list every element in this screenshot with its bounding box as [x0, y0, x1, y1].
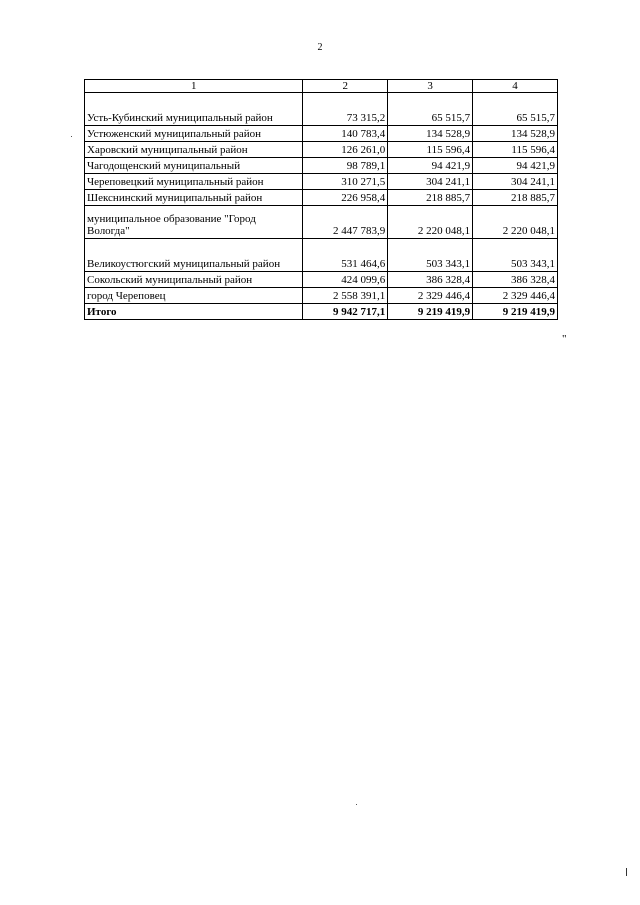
table-row: [85, 142, 558, 158]
table-row: [85, 272, 558, 288]
closing-quote-mark: ": [562, 333, 567, 345]
table-row: [85, 174, 558, 190]
row-value-col2: 310 271,5: [303, 174, 388, 190]
row-value-col2: 98 789,1: [303, 158, 388, 174]
table-row: [85, 239, 558, 272]
row-name: город Череповец: [85, 288, 303, 304]
header-col-3: 3: [388, 80, 473, 93]
row-value-col2: 2 447 783,9: [303, 206, 388, 239]
scan-speck: [356, 804, 357, 805]
row-name: Устюженский муниципальный район: [85, 126, 303, 142]
row-value-col3: 218 885,7: [388, 190, 473, 206]
row-value-col3: 94 421,9: [388, 158, 473, 174]
row-value-col4: 304 241,1: [473, 174, 558, 190]
scan-edge-mark: [626, 868, 627, 876]
row-value-col2: 140 783,4: [303, 126, 388, 142]
row-value-col4: 503 343,1: [473, 239, 558, 272]
table-row: [85, 288, 558, 304]
row-value-col3: 503 343,1: [388, 239, 473, 272]
row-value-col4: 134 528,9: [473, 126, 558, 142]
table-row: [85, 126, 558, 142]
row-value-col2: 126 261,0: [303, 142, 388, 158]
row-value-col4: 94 421,9: [473, 158, 558, 174]
scan-speck: [71, 136, 72, 137]
table-row: [85, 190, 558, 206]
row-value-col4: 218 885,7: [473, 190, 558, 206]
row-value-col3: 386 328,4: [388, 272, 473, 288]
row-value-col3: 115 596,4: [388, 142, 473, 158]
row-name: Великоустюгский муниципальный район: [85, 239, 303, 272]
table-row: [85, 206, 558, 239]
table-row: [85, 158, 558, 174]
table-total-row: [85, 304, 558, 320]
table-row: [85, 93, 558, 126]
row-value-col4: 65 515,7: [473, 93, 558, 126]
table-header-row: [85, 80, 558, 93]
total-value-col4: 9 219 419,9: [473, 304, 558, 320]
row-name: Харовский муниципальный район: [85, 142, 303, 158]
header-col-1: 1: [85, 80, 303, 93]
row-name: Усть-Кубинский муниципальный район: [85, 93, 303, 126]
row-value-col4: 2 329 446,4: [473, 288, 558, 304]
row-value-col2: 424 099,6: [303, 272, 388, 288]
header-col-2: 2: [303, 80, 388, 93]
row-value-col2: 73 315,2: [303, 93, 388, 126]
row-value-col3: 134 528,9: [388, 126, 473, 142]
row-value-col2: 531 464,6: [303, 239, 388, 272]
row-value-col3: 304 241,1: [388, 174, 473, 190]
row-value-col2: 2 558 391,1: [303, 288, 388, 304]
page-number: 2: [317, 42, 323, 53]
total-value-col3: 9 219 419,9: [388, 304, 473, 320]
total-value-col2: 9 942 717,1: [303, 304, 388, 320]
row-value-col4: 115 596,4: [473, 142, 558, 158]
row-value-col3: 2 220 048,1: [388, 206, 473, 239]
row-value-col4: 386 328,4: [473, 272, 558, 288]
row-name: Чагодощенский муниципальный: [85, 158, 303, 174]
budget-table: [84, 79, 558, 320]
total-label: Итого: [85, 304, 303, 320]
header-col-4: 4: [473, 80, 558, 93]
row-name: Череповецкий муниципальный район: [85, 174, 303, 190]
row-name: муниципальное образование "Город Вологда": [85, 206, 303, 239]
row-value-col3: 2 329 446,4: [388, 288, 473, 304]
row-name: Сокольский муниципальный район: [85, 272, 303, 288]
row-name: Шекснинский муниципальный район: [85, 190, 303, 206]
row-value-col4: 2 220 048,1: [473, 206, 558, 239]
row-value-col3: 65 515,7: [388, 93, 473, 126]
row-value-col2: 226 958,4: [303, 190, 388, 206]
